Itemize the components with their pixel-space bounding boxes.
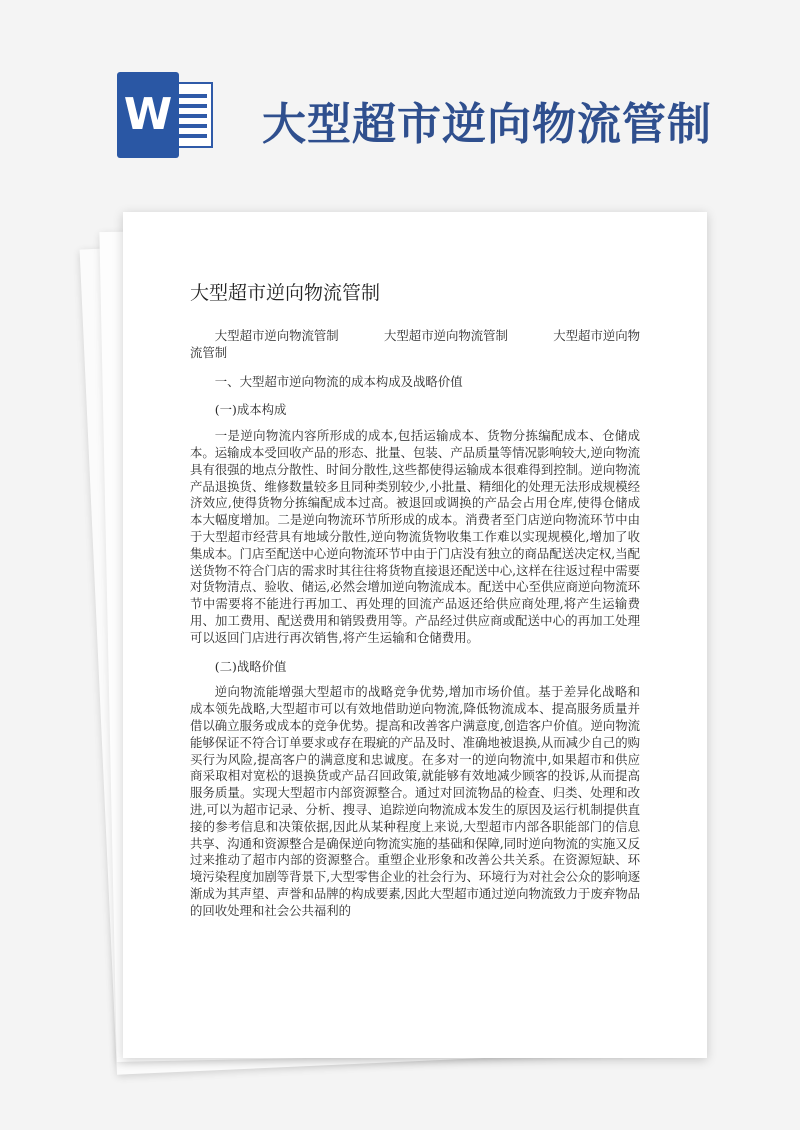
paragraph: 一是逆向物流内容所形成的成本,包括运输成本、货物分拣编配成本、仓储成本。运输成本受回收产品的形态、批量、包装、产品质量等情况影响较大,逆向物流具有很强的地点分散性、时间分散性,这些都使得运输成本很难得到控制。逆向物流产品退换货、维修数量较多且同种类别较少,小批量、精细化的处理无法形成规模经济效应,使得货物分拣编配成本过高。被退回或调换的产品会占用仓库,使得仓储成本大幅度增加。二是逆向物流环节所形成的成本。消费者至门店逆向物流环节中由于大型超市经营具有地域分散性,逆向物流货物收集工作难以实现规模化,增加了收集成本。门店至配送中心逆向物流环节中由于门店没有独立的商品配送决定权,当配送货物不符合门店的需求时其往往将货物直接退还配送中心,这样在往返过程中需要对货物清点、验收、储运,必然会增加逆向物流成本。配送中心至供应商逆向物流环节中需要将不能进行再加工、再处理的回流产品返还给供应商处理,将产生运输费用、加工费用、配送费用和销毁费用等。产品经过供应商或配送中心的再加工处理可以返回门店进行再次销售,将产生运输和仓储费用。 bbox=[190, 428, 641, 645]
subtitle-part: 大型超市逆向物 bbox=[553, 328, 640, 343]
subsection-heading: (二)战略价值 bbox=[214, 658, 287, 674]
paragraph: 逆向物流能增强大型超市的战略竞争优势,增加市场价值。基于差异化战略和成本领先战略,大型超市可以有效地借助逆向物流,降低物流成本、提高服务质量并借以确立服务或成本的竞争优势。提高和改善客户满意度,创造客户价值。逆向物流能够保证不符合订单要求或存在瑕疵的产品及时、准确地被退换,从而减少自己的购买行为风险,提高客户的满意度和忠诚度。在多对一的逆向物流中,如果超市和供应商采取相对宽松的退换货或产品召回政策,就能够有效地减少顾客的投诉,从而提高服务质量。实现大型超市内部资源整合。通过对回流物品的检查、归类、处理和改进,可以为超市记录、分析、搜寻、追踪逆向物流成本发生的原因及运行机制提供直接的参考信息和决策依据,因此从某种程度上来说,大型超市内部各职能部门的信息共享、沟通和资源整合是确保逆向物流实施的基础和保障,同时逆向物流的实施又反过来推动了超市内部的资源整合。重塑企业形象和改善公共关系。在资源短缺、环境污染程度加剧等背景下,大型零售企业的社会行为、环境行为对社会公众的影响逐渐成为其声望、声誉和品牌的构成要素,因此大型超市通过逆向物流致力于废弃物品的回收处理和社会公共福利的 bbox=[190, 684, 641, 918]
subsection-heading: (一)成本构成 bbox=[214, 402, 287, 418]
document-title: 大型超市逆向物流管制 bbox=[190, 282, 381, 304]
document-page bbox=[123, 212, 707, 1058]
word-letter: W bbox=[117, 72, 179, 158]
header-banner bbox=[0, 0, 800, 200]
document-subtitle-wrap: 流管制 bbox=[190, 344, 228, 360]
section-heading: 一、大型超市逆向物流的成本构成及战略价值 bbox=[214, 373, 463, 389]
banner-title: 大型超市逆向物流管制 bbox=[262, 99, 712, 150]
document-subtitle bbox=[190, 328, 640, 345]
subtitle-part: 大型超市逆向物流管制 bbox=[214, 328, 339, 343]
subtitle-part: 大型超市逆向物流管制 bbox=[384, 328, 508, 343]
document-body bbox=[190, 328, 640, 920]
word-document-icon bbox=[117, 72, 217, 158]
